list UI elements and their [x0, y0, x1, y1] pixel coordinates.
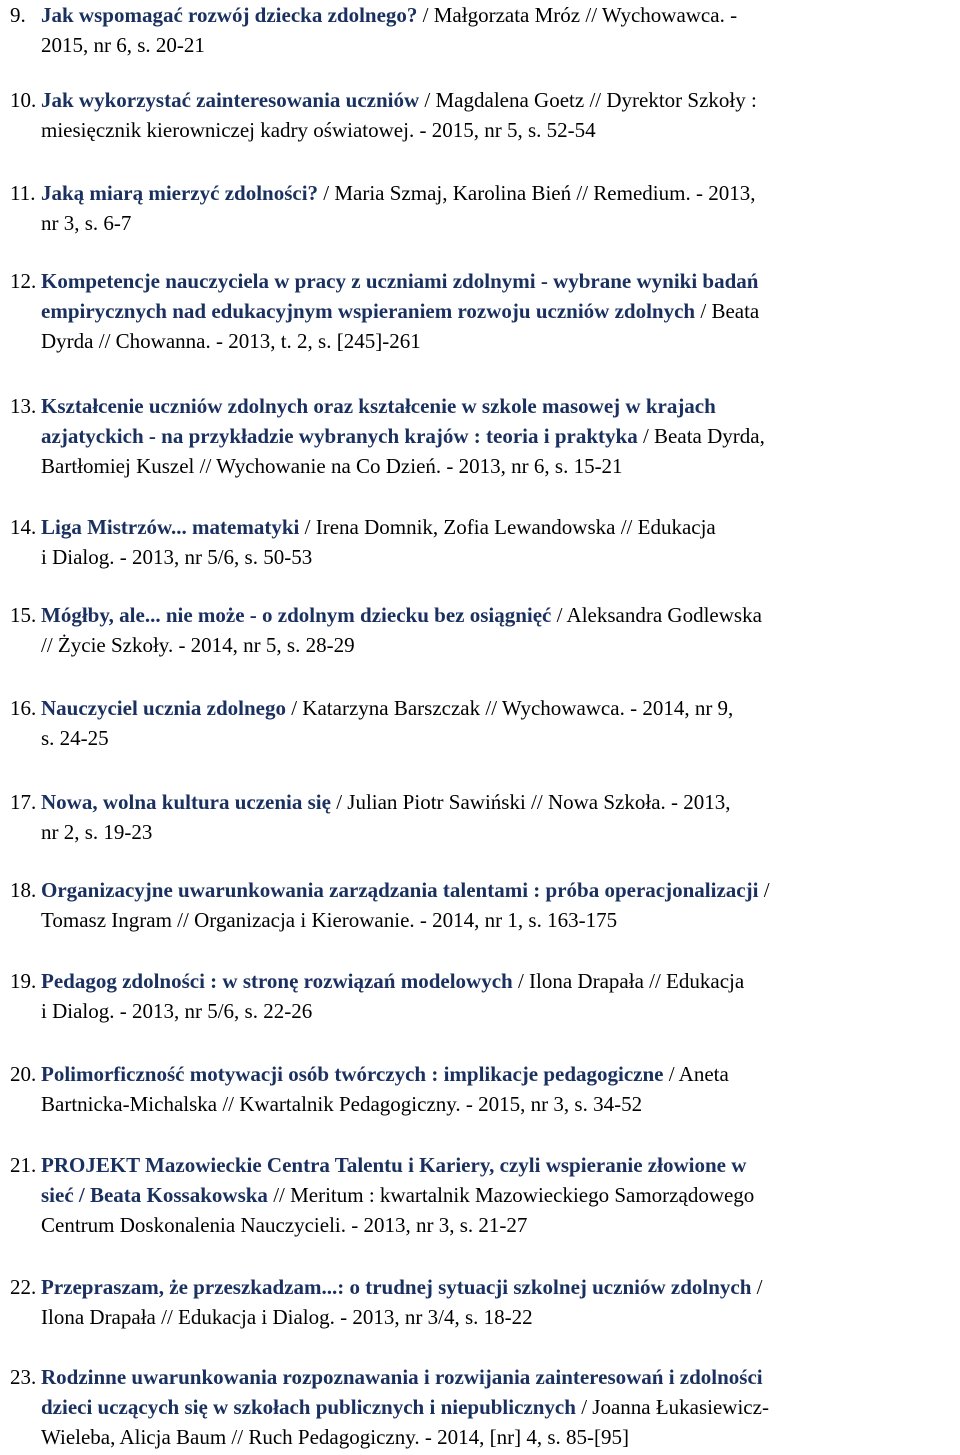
entry-number: 12.	[10, 269, 37, 293]
entry-title: Polimorficzność motywacji osób twórczych : implikacje pedagogiczne	[41, 1062, 664, 1086]
bibliography-entry	[10, 178, 954, 238]
entry-line	[10, 1272, 954, 1302]
entry-title: Mógłby, ale... nie może - o zdolnym dziecku bez osiągnięć	[41, 603, 552, 627]
entry-details: / Irena Domnik, Zofia Lewandowska // Edukacja	[299, 515, 716, 539]
entry-number: 19.	[10, 969, 37, 993]
bibliography-entry	[10, 966, 954, 1026]
entry-details: Centrum Doskonalenia Nauczycieli. - 2013, nr 3, s. 21-27	[41, 1213, 528, 1237]
entry-line	[10, 1089, 954, 1119]
entry-details: Bartłomiej Kuszel // Wychowanie na Co Dzień. - 2013, nr 6, s. 15-21	[41, 454, 623, 478]
entry-line	[10, 1302, 954, 1332]
entry-details: // Meritum : kwartalnik Mazowieckiego Samorządowego	[267, 1183, 755, 1207]
entry-line	[10, 905, 954, 935]
bibliography-entry	[10, 1362, 954, 1452]
entry-details: nr 3, s. 6-7	[41, 211, 132, 235]
entry-line	[10, 1422, 954, 1452]
entry-number: 10.	[10, 88, 37, 112]
entry-number: 16.	[10, 696, 37, 720]
entry-details: Bartnicka-Michalska // Kwartalnik Pedagogiczny. - 2015, nr 3, s. 34-52	[41, 1092, 643, 1116]
entry-line	[10, 693, 954, 723]
entry-line	[10, 1150, 954, 1180]
entry-title: Liga Mistrzów... matematyki	[41, 515, 300, 539]
entry-number: 15.	[10, 603, 37, 627]
entry-line	[10, 966, 954, 996]
entry-details: Dyrda // Chowanna. - 2013, t. 2, s. [245]-261	[41, 329, 421, 353]
entry-line	[10, 296, 954, 326]
entry-number: 13.	[10, 394, 37, 418]
entry-line	[10, 875, 954, 905]
entry-number: 17.	[10, 790, 37, 814]
entry-number: 20.	[10, 1062, 37, 1086]
entry-line	[10, 421, 954, 451]
entry-details: Tomasz Ingram // Organizacja i Kierowanie. - 2014, nr 1, s. 163-175	[41, 908, 618, 932]
entry-title: sieć / Beata Kossakowska	[41, 1183, 268, 1207]
entry-title: dzieci uczących się w szkołach publicznych i niepublicznych	[41, 1395, 576, 1419]
entry-details: / Beata Dyrda,	[637, 424, 765, 448]
entry-line	[10, 451, 954, 481]
entry-details: / Ilona Drapała // Edukacja	[512, 969, 745, 993]
entry-details: Wieleba, Alicja Baum // Ruch Pedagogiczny. - 2014, [nr] 4, s. 85-[95]	[41, 1425, 629, 1449]
entry-line	[10, 391, 954, 421]
entry-details: / Maria Szmaj, Karolina Bień // Remedium. - 2013,	[318, 181, 756, 205]
entry-title: PROJEKT Mazowieckie Centra Talentu i Kariery, czyli wspieranie złowione w	[41, 1153, 747, 1177]
entry-details: / Julian Piotr Sawiński // Nowa Szkoła. - 2013,	[330, 790, 731, 814]
entry-details: / Katarzyna Barszczak // Wychowawca. - 2014, nr 9,	[285, 696, 734, 720]
entry-details: i Dialog. - 2013, nr 5/6, s. 50-53	[41, 545, 313, 569]
entry-title: azjatyckich - na przykładzie wybranych krajów : teoria i praktyka	[41, 424, 638, 448]
entry-number: 18.	[10, 878, 37, 902]
entry-details: nr 2, s. 19-23	[41, 820, 153, 844]
entry-line	[10, 85, 954, 115]
bibliography-entry	[10, 0, 954, 60]
entry-details: 2015, nr 6, s. 20-21	[41, 33, 205, 57]
bibliography-entry	[10, 85, 954, 145]
bibliography-entry	[10, 600, 954, 660]
entry-number: 23.	[10, 1365, 37, 1389]
entry-title: Przepraszam, że przeszkadzam...: o trudnej sytuacji szkolnej uczniów zdolnych	[41, 1275, 752, 1299]
entry-details: / Magdalena Goetz // Dyrektor Szkoły :	[419, 88, 757, 112]
bibliography-entry	[10, 875, 954, 935]
entry-line	[10, 996, 954, 1026]
entry-line	[10, 787, 954, 817]
bibliography-entry	[10, 693, 954, 753]
entry-number: 11.	[10, 181, 36, 205]
entry-details: Ilona Drapała // Edukacja i Dialog. - 2013, nr 3/4, s. 18-22	[41, 1305, 533, 1329]
entry-details: / Aleksandra Godlewska	[551, 603, 762, 627]
entry-title: Kompetencje nauczyciela w pracy z uczniami zdolnymi - wybrane wyniki badań	[41, 269, 759, 293]
entry-title: Jaką miarą mierzyć zdolności?	[41, 181, 319, 205]
bibliography-entry	[10, 266, 954, 356]
entry-line	[10, 0, 954, 30]
entry-details: / Beata	[695, 299, 760, 323]
entry-line	[10, 1362, 954, 1392]
entry-details: miesięcznik kierowniczej kadry oświatowej. - 2015, nr 5, s. 52-54	[41, 118, 596, 142]
entry-details: s. 24-25	[41, 726, 109, 750]
entry-line	[10, 512, 954, 542]
entry-line	[10, 723, 954, 753]
entry-title: empirycznych nad edukacyjnym wspieraniem rozwoju uczniów zdolnych	[41, 299, 696, 323]
entry-line	[10, 1180, 954, 1210]
entry-line	[10, 817, 954, 847]
entry-title: Nauczyciel ucznia zdolnego	[41, 696, 286, 720]
entry-details: / Aneta	[663, 1062, 729, 1086]
bibliography-entry	[10, 1059, 954, 1119]
bibliography-entry	[10, 787, 954, 847]
entry-line	[10, 326, 954, 356]
entry-line	[10, 178, 954, 208]
entry-line	[10, 1392, 954, 1422]
entry-number: 22.	[10, 1275, 37, 1299]
entry-title: Kształcenie uczniów zdolnych oraz kształcenie w szkole masowej w krajach	[41, 394, 716, 418]
entry-title: Nowa, wolna kultura uczenia się	[41, 790, 331, 814]
entry-line	[10, 266, 954, 296]
entry-line	[10, 30, 954, 60]
entry-number: 21.	[10, 1153, 37, 1177]
entry-details: i Dialog. - 2013, nr 5/6, s. 22-26	[41, 999, 313, 1023]
entry-number: 9.	[10, 3, 26, 27]
entry-title: Pedagog zdolności : w stronę rozwiązań modelowych	[41, 969, 513, 993]
entry-details: // Życie Szkoły. - 2014, nr 5, s. 28-29	[41, 633, 355, 657]
bibliography-entry	[10, 391, 954, 481]
entry-title: Jak wykorzystać zainteresowania uczniów	[41, 88, 420, 112]
entry-line	[10, 208, 954, 238]
bibliography-entry	[10, 1272, 954, 1332]
entry-line	[10, 630, 954, 660]
entry-number: 14.	[10, 515, 37, 539]
entry-details: /	[758, 878, 770, 902]
bibliography-entry	[10, 512, 954, 572]
entry-line	[10, 115, 954, 145]
entry-title: Jak wspomagać rozwój dziecka zdolnego?	[41, 3, 418, 27]
entry-line	[10, 1059, 954, 1089]
entry-line	[10, 600, 954, 630]
bibliography-entry	[10, 1150, 954, 1240]
entry-title: Organizacyjne uwarunkowania zarządzania talentami : próba operacjonalizacji	[41, 878, 759, 902]
entry-details: / Joanna Łukasiewicz-	[575, 1395, 769, 1419]
entry-details: /	[751, 1275, 763, 1299]
entry-title: Rodzinne uwarunkowania rozpoznawania i rozwijania zainteresowań i zdolności	[41, 1365, 763, 1389]
entry-line	[10, 542, 954, 572]
entry-details: / Małgorzata Mróz // Wychowawca. -	[417, 3, 738, 27]
entry-line	[10, 1210, 954, 1240]
